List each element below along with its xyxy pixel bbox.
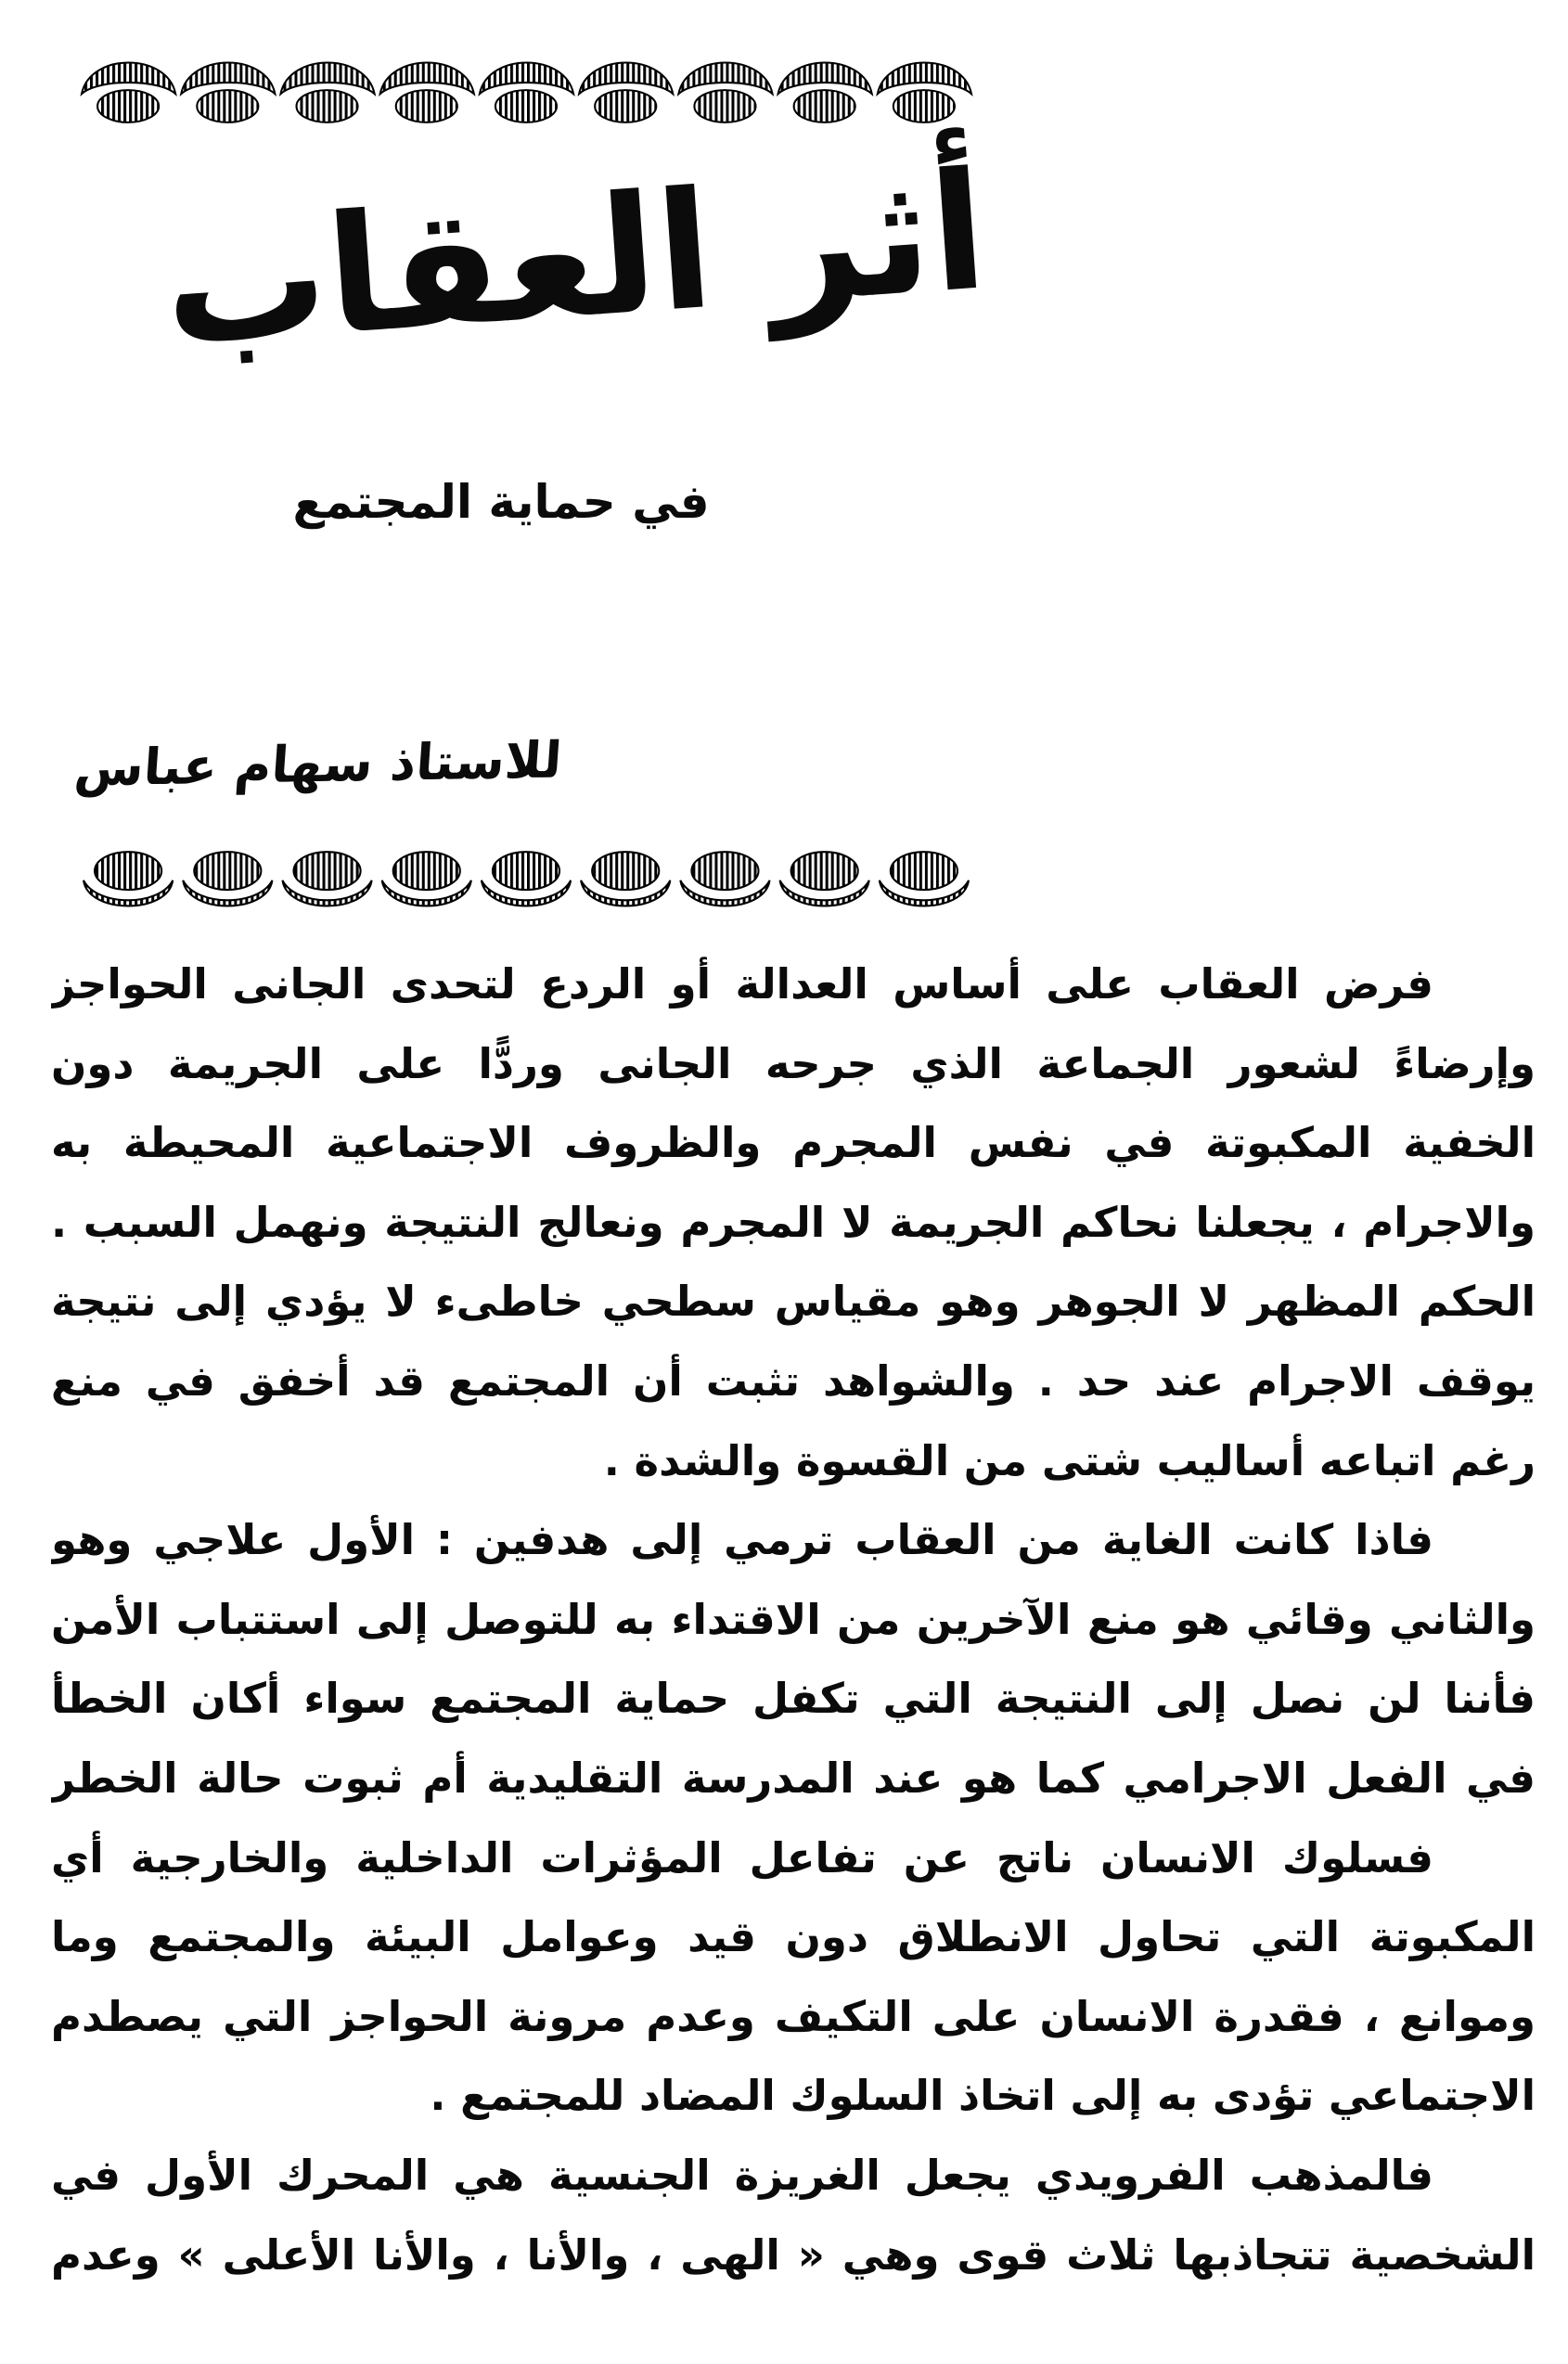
body-line: وإرضاءً لشعور الجماعة الذي جرحه الجانى وردًّا على الجريمة دون — [51, 1038, 1536, 1088]
body-line: الحكم المظهر لا الجوهر وهو مقياس سطحي خاطىء لا يؤدي إلى نتيجة — [51, 1277, 1536, 1327]
body-line: في الفعل الاجرامي كما هو عند المدرسة التقليدية أم ثبوت حالة الخطر — [51, 1753, 1536, 1803]
body-line: والثاني وقائي هو منع الآخرين من الاقتداء به للتوصل إلى استتباب الأمن — [51, 1594, 1536, 1644]
decorative-band-top-icon — [79, 43, 974, 128]
body-line: والاجرام ، يجعلنا نحاكم الجريمة لا المجرم ونعالج النتيجة ونهمل السبب . — [51, 1197, 1536, 1247]
decorative-band-bottom-icon — [79, 844, 974, 930]
author-byline: للاستاذ سهام عباس — [72, 730, 564, 798]
body-line: فاذا كانت الغاية من العقاب ترمي إلى هدفين : الأول علاجي وهو — [51, 1515, 1433, 1565]
body-line: فالمذهب الفرويدي يجعل الغريزة الجنسية هي المحرك الأول في — [51, 2150, 1433, 2200]
page-subtitle: في حماية المجتمع — [292, 475, 710, 529]
body-line: الخفية المكبوتة في نفس المجرم والظروف الاجتماعية المحيطة به — [51, 1118, 1536, 1168]
body-line: فرض العقاب على أساس العدالة أو الردع لتحدى الجانى الحواجز — [51, 959, 1433, 1009]
body-line: وموانع ، فقدرة الانسان على التكيف وعدم مرونة الحواجز التي يصطدم — [51, 1991, 1536, 2041]
body-line: فأننا لن نصل إلى النتيجة التي تكفل حماية المجتمع سواء أكان الخطأ — [51, 1674, 1536, 1724]
body-line: الاجتماعي تؤدى به إلى اتخاذ السلوك المضاد للمجتمع . — [430, 2071, 1536, 2121]
page-title: أثر العقاب — [158, 137, 993, 383]
body-line: فسلوك الانسان ناتج عن تفاعل المؤثرات الداخلية والخارجية أي — [51, 1832, 1433, 1882]
body-line: رغم اتباعه أساليب شتى من القسوة والشدة . — [603, 1435, 1536, 1485]
body-line: الشخصية تتجاذبها ثلاث قوى وهي « الهى ، والأنا ، والأنا الأعلى » وعدم — [51, 2229, 1536, 2280]
article-body — [51, 944, 1536, 2294]
body-line: المكبوتة التي تحاول الانطلاق دون قيد وعوامل البيئة والمجتمع وما — [51, 1912, 1536, 1962]
body-line: يوقف الاجرام عند حد . والشواهد تثبت أن المجتمع قد أخفق في منع — [51, 1355, 1536, 1406]
